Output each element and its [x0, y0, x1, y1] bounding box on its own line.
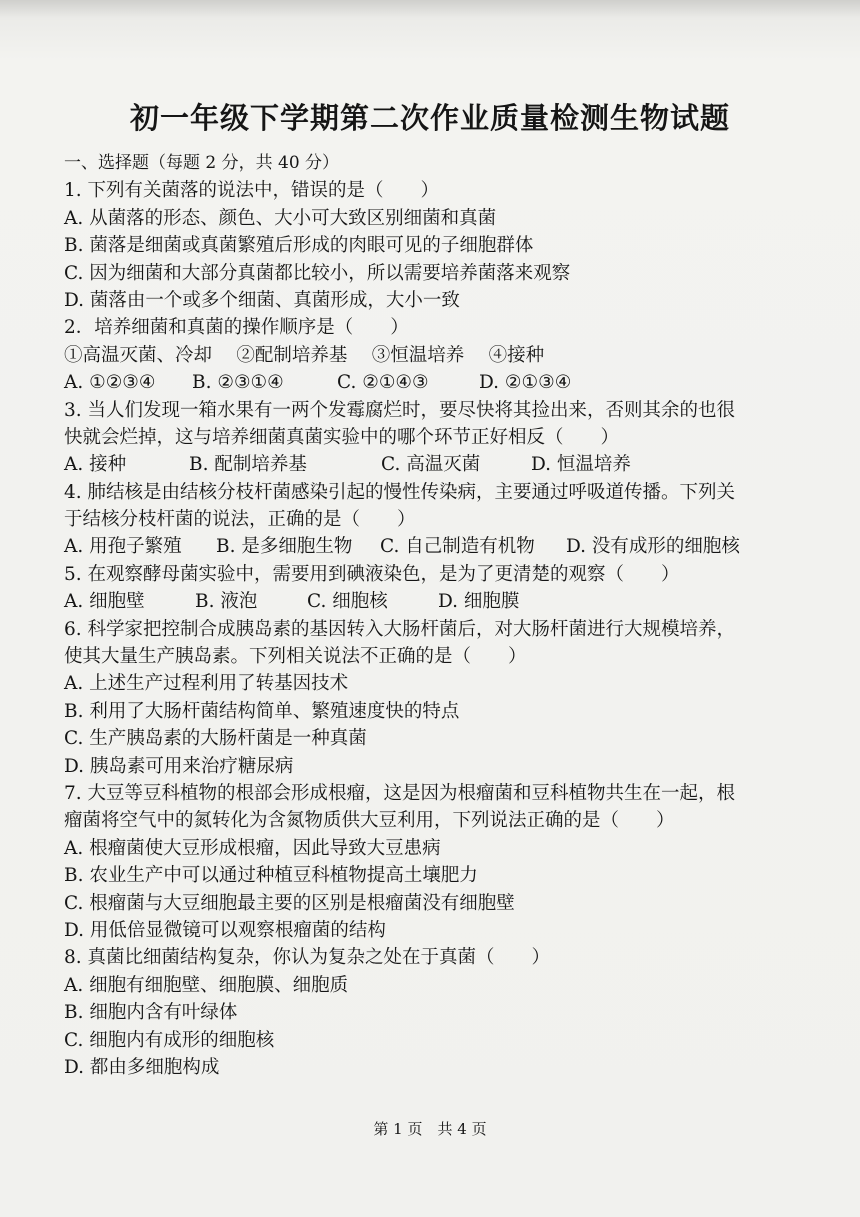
question-2-option-a: A. ①②③④	[64, 372, 156, 394]
question-7-stem-line-1: 7. 大豆等豆科植物的根部会形成根瘤，这是因为根瘤菌和豆科植物共生在一起，根	[64, 782, 736, 804]
page-title: 初一年级下学期第二次作业质量检测生物试题	[129, 101, 730, 135]
question-3-option-b: B. 配制培养基	[189, 454, 307, 476]
question-4-options	[64, 533, 808, 560]
question-3-option-a: A. 接种	[64, 454, 127, 476]
question-2-steps: ①高温灭菌、冷却 ②配制培养基 ③恒温培养 ④接种	[64, 344, 545, 366]
question-4-stem-line-2: 于结核分枝杆菌的说法，正确的是（ ）	[64, 509, 416, 531]
question-3-stem-line-2: 快就会烂掉，这与培养细菌真菌实验中的哪个环节正好相反（ ）	[64, 426, 620, 448]
question-2-stem: 2．培养细菌和真菌的操作顺序是（ ）	[64, 317, 409, 339]
question-7-option-d: D. 用低倍显微镜可以观察根瘤菌的结构	[64, 919, 386, 941]
question-6-option-a: A. 上述生产过程利用了转基因技术	[64, 673, 349, 695]
question-4-stem-line-1: 4. 肺结核是由结核分枝杆菌感染引起的慢性传染病，主要通过呼吸道传播。下列关	[64, 481, 736, 503]
question-4-option-d: D. 没有成形的细胞核	[566, 536, 740, 558]
question-5-option-d: D. 细胞膜	[438, 591, 520, 613]
question-1-stem: 1. 下列有关菌落的说法中，错误的是（ ）	[64, 180, 440, 202]
question-1-option-c: C. 因为细菌和大部分真菌都比较小，所以需要培养菌落来观察	[64, 262, 571, 284]
question-2-option-d: D. ②①③④	[479, 372, 572, 394]
page-number-footer: 第 1 页 共 4 页	[373, 1120, 487, 1138]
question-6-option-c: C. 生产胰岛素的大肠杆菌是一种真菌	[64, 728, 367, 750]
question-5-option-a: A. 细胞壁	[64, 591, 145, 613]
question-2-options	[64, 369, 808, 396]
question-7-option-c: C. 根瘤菌与大豆细胞最主要的区别是根瘤菌没有细胞壁	[64, 892, 515, 914]
question-4-option-c: C. 自己制造有机物	[380, 536, 535, 558]
question-1-option-d: D. 菌落由一个或多个细菌、真菌形成，大小一致	[64, 289, 460, 311]
question-5-options	[64, 588, 808, 615]
exam-content	[64, 150, 808, 1081]
question-8-option-d: D. 都由多细胞构成	[64, 1056, 220, 1078]
question-6-option-b: B. 利用了大肠杆菌结构简单、繁殖速度快的特点	[64, 700, 460, 722]
question-2-option-c: C. ②①④③	[337, 372, 429, 394]
question-2-option-b: B. ②③①④	[192, 372, 284, 394]
question-4-option-a: A. 用孢子繁殖	[64, 536, 182, 558]
question-7-stem-line-2: 瘤菌将空气中的氮转化为含氮物质供大豆利用，下列说法正确的是（ ）	[64, 810, 675, 832]
question-3-option-c: C. 高温灭菌	[381, 454, 481, 476]
question-7-option-a: A. 根瘤菌使大豆形成根瘤，因此导致大豆患病	[64, 837, 441, 859]
question-1-option-b: B. 菌落是细菌或真菌繁殖后形成的肉眼可见的子细胞群体	[64, 235, 534, 257]
question-6-option-d: D. 胰岛素可用来治疗糖尿病	[64, 755, 294, 777]
question-5-option-c: C. 细胞核	[307, 591, 388, 613]
question-1-option-a: A. 从菌落的形态、颜色、大小可大致区别细菌和真菌	[64, 207, 497, 229]
question-8-option-a: A. 细胞有细胞壁、细胞膜、细胞质	[64, 974, 349, 996]
question-8-option-b: B. 细胞内含有叶绿体	[64, 1002, 238, 1024]
question-6-stem-line-2: 使其大量生产胰岛素。下列相关说法不正确的是（ ）	[64, 646, 527, 668]
question-5-option-b: B. 液泡	[195, 591, 258, 613]
question-3-options	[64, 451, 808, 478]
question-3-stem-line-1: 3. 当人们发现一箱水果有一两个发霉腐烂时，要尽快将其捡出来，否则其余的也很	[64, 399, 736, 421]
question-8-stem: 8. 真菌比细菌结构复杂，你认为复杂之处在于真菌（ ）	[64, 947, 551, 969]
question-8-option-c: C. 细胞内有成形的细胞核	[64, 1029, 275, 1051]
question-6-stem-line-1: 6. 科学家把控制合成胰岛素的基因转入大肠杆菌后，对大肠杆菌进行大规模培养，	[64, 618, 736, 640]
question-5-stem: 5. 在观察酵母菌实验中，需要用到碘液染色，是为了更清楚的观察（ ）	[64, 563, 680, 585]
question-7-option-b: B. 农业生产中可以通过种植豆科植物提高土壤肥力	[64, 865, 478, 887]
question-4-option-b: B. 是多细胞生物	[216, 536, 353, 558]
question-3-option-d: D. 恒温培养	[531, 454, 631, 476]
section-heading: 一、选择题（每题 2 分，共 40 分）	[64, 153, 340, 173]
